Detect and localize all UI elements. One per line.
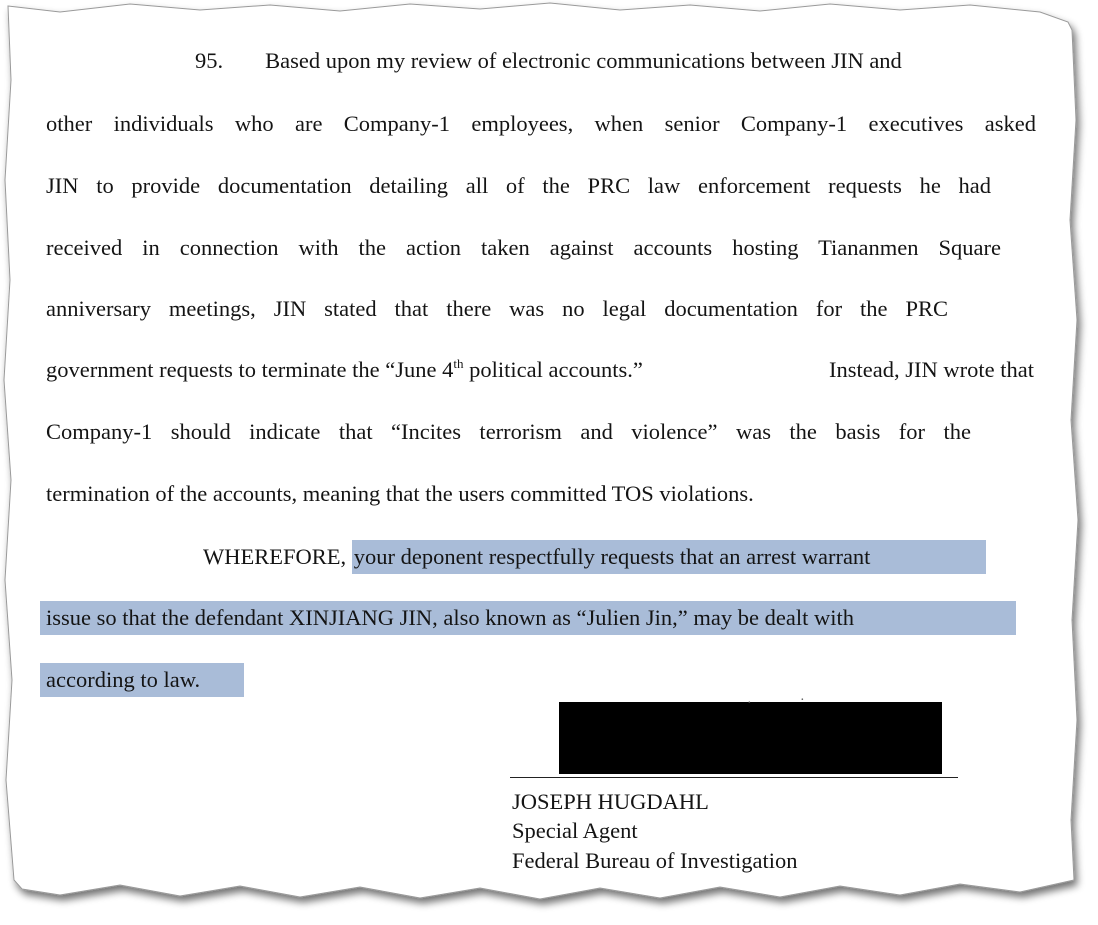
paragraph-number: 95.: [195, 48, 224, 73]
signature-ink-mark: ·: [800, 693, 805, 708]
highlighted-text-line-3: according to law.: [40, 663, 244, 697]
paragraph-95-line-8: termination of the accounts, meaning that the users committed TOS violations.: [46, 481, 754, 506]
line-6-text-c: Instead, JIN wrote that: [829, 357, 1034, 382]
paragraph-text-line-1: Based upon my review of electronic communications between JIN and: [265, 48, 902, 73]
paragraph-95-line-5: anniversary meetings, JIN stated that there was no legal documentation for the PRC: [46, 296, 948, 321]
paragraph-95-line-2: other individuals who are Company-1 employees, when senior Company-1 executives asked: [46, 111, 1036, 136]
signer-title: Special Agent: [512, 818, 638, 843]
ordinal-superscript: th: [453, 356, 464, 371]
wherefore-line-2: [40, 601, 1016, 631]
signature-line: [510, 777, 958, 778]
wherefore-line-1: [203, 540, 986, 570]
highlighted-text-line-2: issue so that the defendant XINJIANG JIN, also known as “Julien Jin,” may be dealt with: [40, 601, 1016, 635]
paragraph-95-line-3: JIN to provide documentation detailing all of the PRC law enforcement requests he had: [46, 173, 991, 198]
paragraph-95-line-6: [46, 355, 1036, 385]
wherefore-line-3: [40, 663, 244, 693]
paragraph-95-line-4: received in connection with the action taken against accounts hosting Tiananmen Square: [46, 235, 1001, 260]
signer-agency: Federal Bureau of Investigation: [512, 848, 798, 873]
highlighted-text-line-1: your deponent respectfully requests that an arrest warrant: [352, 540, 986, 574]
line-6-text-b: political accounts.”: [463, 357, 643, 382]
redacted-signature-block: [559, 702, 942, 774]
paragraph-95-line-1: [195, 46, 1040, 76]
line-6-text-a: government requests to terminate the “June 4: [46, 357, 454, 382]
signer-name: JOSEPH HUGDAHL: [512, 789, 709, 814]
wherefore-lead: WHEREFORE,: [203, 544, 347, 569]
paragraph-95-line-7: Company-1 should indicate that “Incites terrorism and violence” was the basis for the: [46, 419, 971, 444]
signature-ink-mark: ·: [747, 696, 752, 711]
